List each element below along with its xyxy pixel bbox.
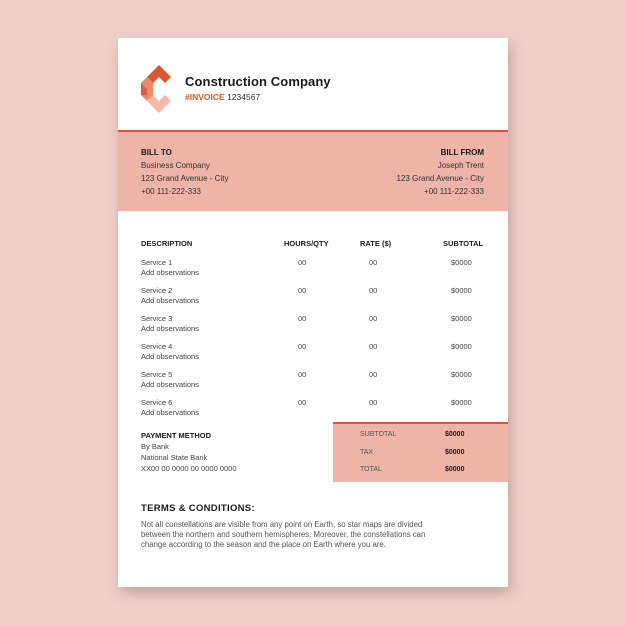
table-row <box>118 286 508 314</box>
service-qty: 00 <box>298 342 307 351</box>
service-rate: 00 <box>369 314 378 323</box>
header-description: DESCRIPTION <box>141 239 193 248</box>
header-hours-qty: HOURS/QTY <box>284 239 329 248</box>
total-value: $0000 <box>445 466 465 473</box>
bill-to-phone: +00 111-222-333 <box>141 187 201 196</box>
service-rate: 00 <box>369 398 378 407</box>
service-note: Add observations <box>141 408 199 417</box>
bill-to-block <box>141 146 228 198</box>
bill-to-heading: BILL TO <box>141 148 172 157</box>
service-name: Service 5 <box>141 370 173 379</box>
service-note: Add observations <box>141 380 199 389</box>
header-subtotal: SUBTOTAL <box>443 239 484 248</box>
service-subtotal: $0000 <box>451 342 472 351</box>
service-note: Add observations <box>141 352 199 361</box>
terms-heading: TERMS & CONDITIONS: <box>141 503 255 514</box>
service-qty: 00 <box>298 258 307 267</box>
service-subtotal: $0000 <box>451 286 472 295</box>
total-row <box>333 466 508 480</box>
service-note: Add observations <box>141 268 199 277</box>
terms-text: Not all constellations are visible from any point on Earth, so star maps are divided between the northern and southern hemispheres. Moreover, the constellations can change according to the season and the place on Earth where you are. <box>141 520 426 549</box>
bill-from-name: Joseph Trent <box>437 161 484 170</box>
payment-method: By Bank <box>141 442 169 451</box>
service-rate: 00 <box>369 370 378 379</box>
service-subtotal: $0000 <box>451 258 472 267</box>
subtotal-row <box>333 431 508 445</box>
bill-from-heading: BILL FROM <box>440 148 484 157</box>
bill-from-address: 123 Grand Avenue - City <box>396 174 484 183</box>
service-name: Service 4 <box>141 342 173 351</box>
service-subtotal: $0000 <box>451 370 472 379</box>
invoice-label: #INVOICE <box>185 92 225 102</box>
service-note: Add observations <box>141 324 199 333</box>
service-rate: 00 <box>369 342 378 351</box>
table-row <box>118 370 508 398</box>
service-name: Service 6 <box>141 398 173 407</box>
payment-bank: National State Bank <box>141 453 208 462</box>
bill-from-phone: +00 111-222-333 <box>424 187 484 196</box>
table-row <box>118 342 508 370</box>
table-row <box>118 314 508 342</box>
invoice-number-line <box>185 92 260 102</box>
tax-value: $0000 <box>445 449 465 456</box>
service-qty: 00 <box>298 286 307 295</box>
subtotal-label: SUBTOTAL <box>360 431 397 438</box>
service-qty: 00 <box>298 370 307 379</box>
service-name: Service 3 <box>141 314 173 323</box>
service-subtotal: $0000 <box>451 314 472 323</box>
service-qty: 00 <box>298 398 307 407</box>
bill-to-address: 123 Grand Avenue - City <box>141 174 229 183</box>
service-rate: 00 <box>369 258 378 267</box>
billing-band <box>118 130 508 211</box>
payment-heading: PAYMENT METHOD <box>141 431 212 440</box>
service-rate: 00 <box>369 286 378 295</box>
table-row <box>118 258 508 286</box>
totals-box <box>333 422 508 482</box>
tax-row <box>333 449 508 463</box>
bill-from-block <box>397 146 484 198</box>
header-rate: RATE ($) <box>360 239 392 248</box>
bill-to-name: Business Company <box>141 161 210 170</box>
invoice-number: 1234567 <box>227 92 261 102</box>
total-label: TOTAL <box>360 466 382 473</box>
subtotal-value: $0000 <box>445 431 465 438</box>
service-note: Add observations <box>141 296 199 305</box>
tax-label: TAX <box>360 449 374 456</box>
invoice-page <box>118 38 508 587</box>
payment-method-block <box>141 430 237 474</box>
payment-account: XX00 00 0000 00 0000 0000 <box>141 464 237 473</box>
company-name: Construction Company <box>185 74 331 89</box>
service-name: Service 1 <box>141 258 173 267</box>
service-name: Service 2 <box>141 286 173 295</box>
c-shape-logo-icon <box>141 65 171 113</box>
service-subtotal: $0000 <box>451 398 472 407</box>
service-qty: 00 <box>298 314 307 323</box>
